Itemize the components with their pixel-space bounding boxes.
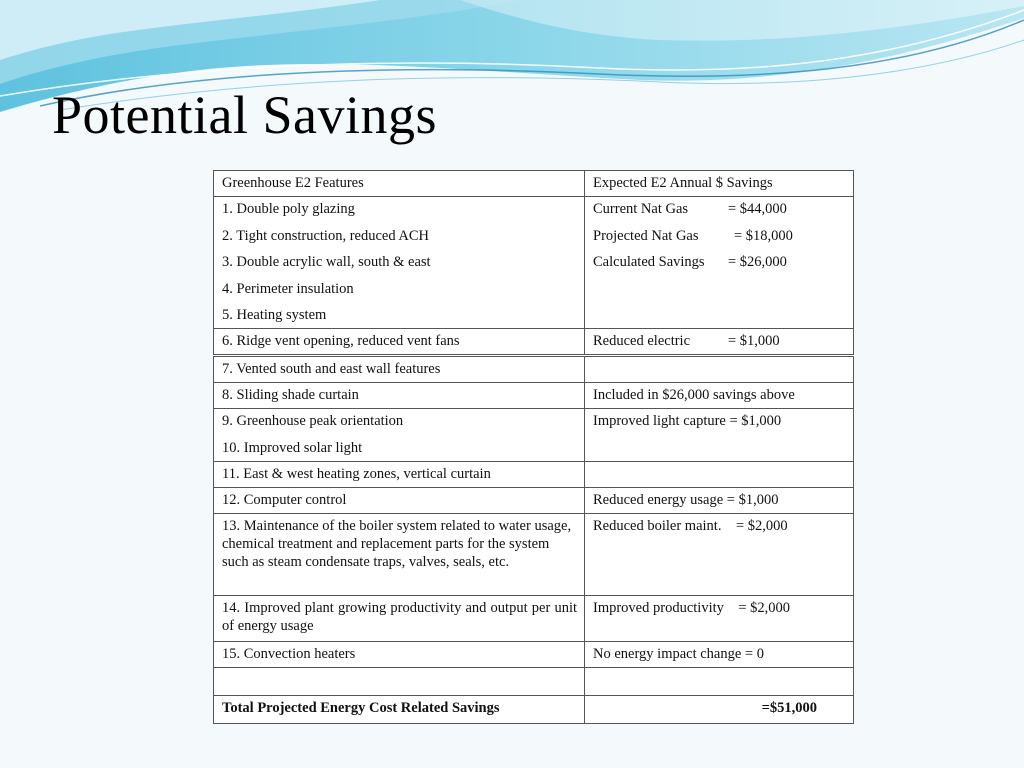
saving-line <box>593 200 846 218</box>
saving-value: = $18,000 <box>734 227 793 244</box>
feature-cell: 14. Improved plant growing productivity and output per unit of energy usage <box>214 595 585 641</box>
saving-value: = $26,000 <box>728 254 787 270</box>
table-row <box>214 461 854 487</box>
feature-item: 9. Greenhouse peak orientation <box>222 413 404 429</box>
feature-cell: 13. Maintenance of the boiler system related to water usage, chemical treatment and replacement parts for the system such as steam condensate traps, valves, seals, etc. <box>214 513 585 595</box>
table-row <box>214 513 854 595</box>
feature-item: 2. Tight construction, reduced ACH <box>222 227 430 244</box>
table-row <box>214 197 854 329</box>
saving-line <box>593 253 846 271</box>
table-row <box>214 595 854 641</box>
feature-item: 4. Perimeter insulation <box>222 280 354 297</box>
saving-value: = $44,000 <box>728 201 787 217</box>
table-total-row <box>214 695 854 723</box>
features-cell <box>214 197 585 329</box>
feature-cell: 8. Sliding shade curtain <box>214 383 585 409</box>
feature-cell: 7. Vented south and east wall features <box>214 356 585 383</box>
saving-line <box>593 227 846 245</box>
feature-item: 5. Heating system <box>222 307 327 323</box>
savings-cell <box>585 356 854 383</box>
feature-item: 10. Improved solar light <box>222 439 363 456</box>
savings-cell: Reduced boiler maint. = $2,000 <box>585 513 854 595</box>
savings-table <box>213 170 854 724</box>
table-row <box>214 383 854 409</box>
total-value: =$51,000 <box>585 695 854 723</box>
features-cell <box>214 409 585 462</box>
saving-label: Current Nat Gas <box>593 201 689 217</box>
feature-cell: 15. Convection heaters <box>214 641 585 667</box>
table-row <box>214 356 854 383</box>
table-row <box>214 329 854 356</box>
saving-value: = $1,000 <box>728 333 780 349</box>
savings-cell: Improved productivity = $2,000 <box>585 595 854 641</box>
savings-cell <box>585 667 854 695</box>
table-row <box>214 641 854 667</box>
savings-cell: Included in $26,000 savings above <box>585 383 854 409</box>
saving-line <box>593 332 846 350</box>
feature-item: 1. Double poly glazing <box>222 201 355 217</box>
savings-cell <box>585 461 854 487</box>
slide-title: Potential Savings <box>52 85 437 145</box>
table-row <box>214 487 854 513</box>
table-row-blank <box>214 667 854 695</box>
header-features: Greenhouse E2 Features <box>214 171 585 197</box>
saving-label: Calculated Savings <box>593 254 705 270</box>
feature-cell <box>214 667 585 695</box>
savings-cell: Improved light capture = $1,000 <box>585 409 854 462</box>
savings-cell <box>585 197 854 329</box>
table-header-row <box>214 171 854 197</box>
header-savings: Expected E2 Annual $ Savings <box>585 171 854 197</box>
savings-cell: No energy impact change = 0 <box>585 641 854 667</box>
feature-cell: 11. East & west heating zones, vertical curtain <box>214 461 585 487</box>
saving-label: Projected Nat Gas <box>593 227 699 244</box>
savings-cell: Reduced energy usage = $1,000 <box>585 487 854 513</box>
feature-item: 3. Double acrylic wall, south & east <box>222 254 431 270</box>
feature-cell: 12. Computer control <box>214 487 585 513</box>
total-label: Total Projected Energy Cost Related Savings <box>214 695 585 723</box>
saving-label: Reduced electric <box>593 333 691 349</box>
feature-cell: 6. Ridge vent opening, reduced vent fans <box>214 329 585 356</box>
savings-cell <box>585 329 854 356</box>
table-row <box>214 409 854 462</box>
